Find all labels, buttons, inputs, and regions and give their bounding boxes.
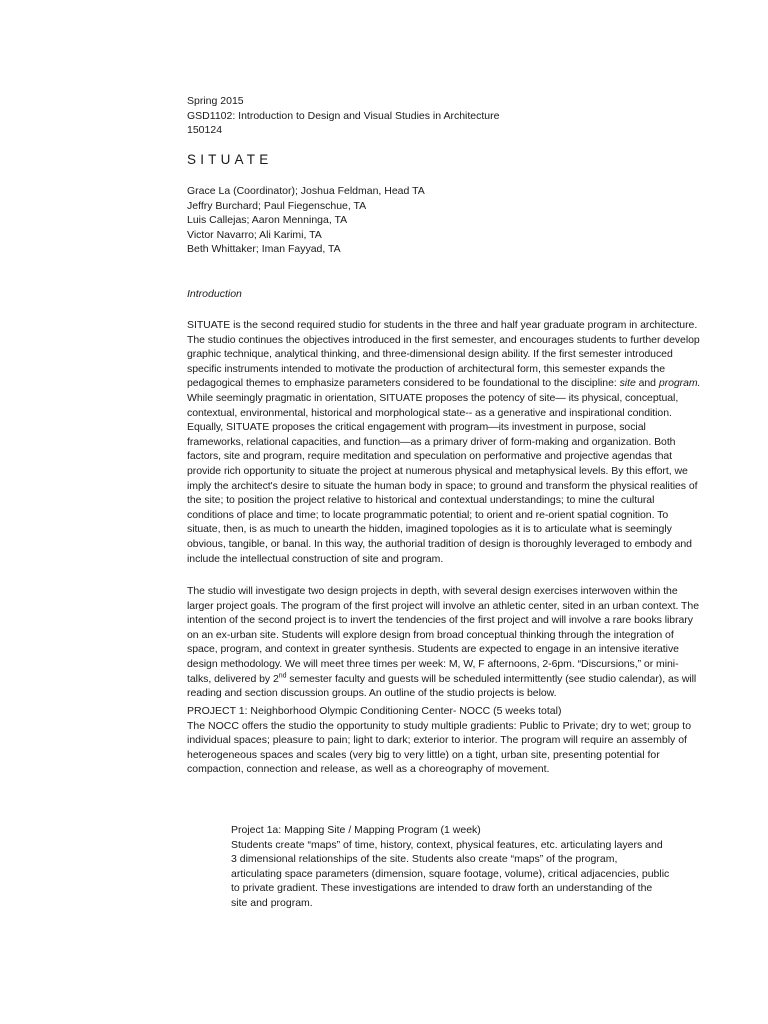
course-header [187, 94, 607, 138]
term: Spring 2015 [187, 95, 244, 107]
intro-p2-superscript: nd [278, 672, 287, 680]
project-1a-heading: Project 1a: Mapping Site / Mapping Program (1 week) [231, 824, 481, 836]
project-1-body: The NOCC offers the studio the opportunity to study multiple gradients: Public to Private; dry to wet; group to individual spaces; pleasure to pain; light to dark; exterior to interior. The program will require an assembly of heterogeneous spaces and scales (very big to very little) on a tight, urban site, presenting potential for compaction, connection and release, as well as a choreography of movement. [187, 719, 692, 776]
project-1-heading: PROJECT 1: Neighborhood Olympic Conditioning Center- NOCC (5 weeks total) [187, 705, 562, 717]
faculty-credits [187, 184, 607, 257]
introduction-paragraph-2 [187, 584, 701, 701]
introduction-paragraph-1 [187, 318, 701, 566]
intro-p1-and: and [635, 377, 659, 390]
credit-line: Grace La (Coordinator); Joshua Feldman, Head TA [187, 185, 425, 197]
credit-line: Luis Callejas; Aaron Menninga, TA [187, 214, 348, 227]
credit-line: Beth Whittaker; Iman Fayyad, TA [187, 243, 341, 256]
document-title: SITUATE [187, 152, 273, 167]
intro-p2-text-b: semester faculty and guests will be scheduled intermittently (see studio calendar), as will reading and section discussion groups. An outline of the studio projects is below. [187, 672, 697, 700]
course-title: GSD1102: Introduction to Design and Visual Studies in Architecture [187, 109, 500, 122]
credit-line: Victor Navarro; Ali Karimi, TA [187, 228, 322, 241]
project-1a-body: Students create “maps” of time, history, context, physical features, etc. articulating layers and 3 dimensional relationships of the site. Students also create “maps” of the program, articulating space parameters (dimension, square footage, volume), critical adjacencies, public to private gradient. These investigations are intended to draw forth an understanding of the site and program. [231, 838, 670, 909]
introduction-heading: Introduction [187, 288, 242, 300]
project-1a-section [231, 823, 671, 911]
intro-p2-text-a: The studio will investigate two design projects in depth, with several design exercises interwoven within the larger project goals. The program of the first project will involve an athletic center, sited in an urban context. The intention of the second project is to invert the tendencies of the first project and will involve a rare books library on an ex-urban site. Students will explore design from broad conceptual thinking through the integration of space, program, and context in greater synthesis. Students are expected to engage in an intensive iterative design methodology. We will meet three times per week: M, W, F afternoons, 2-6pm. “Discursions,” or mini-talks, delivered by 2 [187, 585, 699, 685]
intro-p1-text-a: SITUATE is the second required studio for students in the three and half year graduate program in architecture. The studio continues the objectives introduced in the first semester, and encourages students to further develop graphic technique, analytical thinking, and three-dimensional design ability. If the first semester introduced specific instruments intended to motivate the production of architectural form, this semester expands the pedagogical themes to emphasize parameters considered to be foundational to the discipline: [187, 319, 700, 390]
intro-p1-program: program. [658, 377, 701, 390]
intro-p1-text-b: While seemingly pragmatic in orientation, SITUATE proposes the potency of site— its physical, conceptual, contextual, environmental, historical and morphological state-- as a generative and inspirational condition. Equally, SITUATE proposes the critical engagement with program—its investment in purpose, social frameworks, relational capacities, and function—as a primary driver of form-making and organization. Both factors, site and program, require meditation and speculation on performative and projective agendas that provide rich opportunity to situate the project at numerous physical and metaphysical levels. By this effort, we imply the architect's desire to situate the human body in space; to ground and transform the physical realities of the site; to position the project relative to historical and contextual understandings; to mine the cultural conditions of place and time; to locate programmatic potential; to orient and re-orient spatial cognition. To situate, then, is as much to unearth the hidden, imagined topologies as it is to articulate what is seemingly obvious, tangible, or banal. In this way, the authorial tradition of design is thoroughly leveraged to embody and include the intellectual construction of site and program. [187, 391, 698, 565]
project-1-section [187, 704, 701, 777]
intro-p1-site: site [619, 377, 636, 390]
course-code: 150124 [187, 124, 223, 137]
credit-line: Jeffry Burchard; Paul Fiegenschue, TA [187, 199, 367, 212]
